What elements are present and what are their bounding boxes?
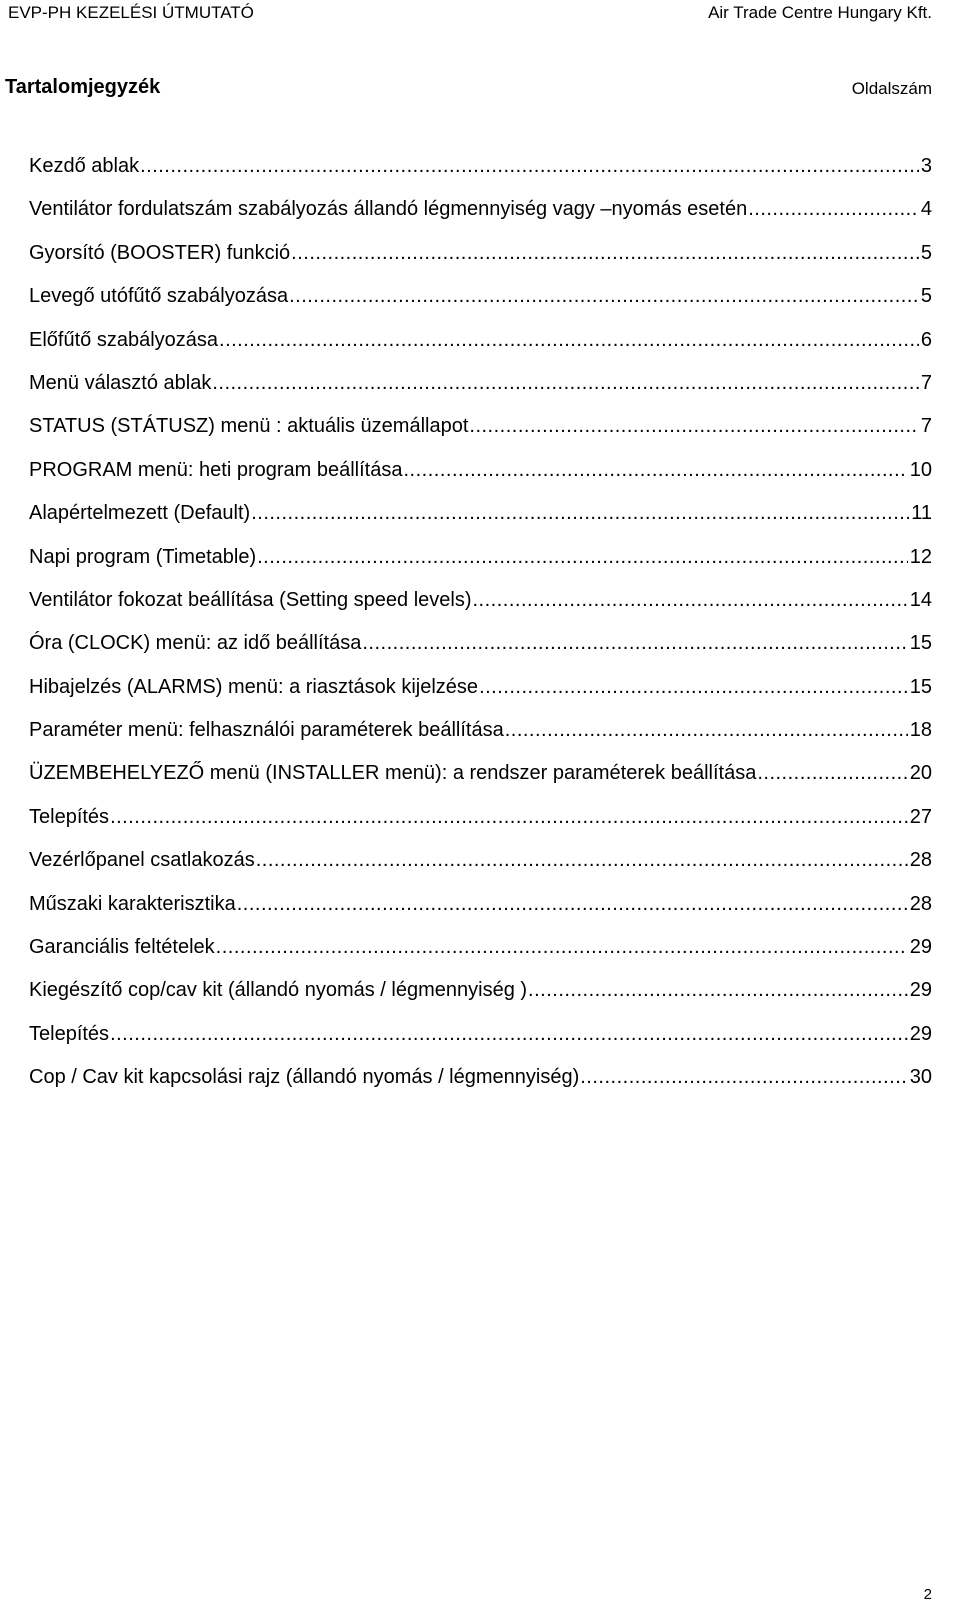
toc-dot-leader <box>528 969 908 1012</box>
toc-entry-page: 14 <box>909 588 932 611</box>
page-column-label: Oldalszám <box>851 79 932 98</box>
toc-entry-page: 29 <box>909 936 932 959</box>
toc-entry[interactable] <box>29 579 932 622</box>
toc-entry[interactable] <box>29 536 932 579</box>
toc-entry-title: Alapértelmezett (Default) <box>29 502 251 525</box>
toc-entry-page: 29 <box>909 979 932 1002</box>
toc-entry-page: 6 <box>920 328 932 351</box>
toc-entry[interactable] <box>29 709 932 752</box>
toc-entry-title: ÜZEMBEHELYEZŐ menü (INSTALLER menü): a rendszer paraméterek beállítása <box>29 762 757 785</box>
toc-entry-title: Napi program (Timetable) <box>29 545 257 568</box>
company-name: Air Trade Centre Hungary Kft. <box>708 3 932 22</box>
toc-entry-page: 12 <box>909 545 932 568</box>
toc-entry-title: Hibajelzés (ALARMS) menü: a riasztások kijelzése <box>29 675 479 698</box>
toc-entry-title: Vezérlőpanel csatlakozás <box>29 849 255 872</box>
toc-dot-leader <box>505 709 908 752</box>
toc-entry-page: 7 <box>920 415 932 438</box>
toc-entry[interactable] <box>29 839 932 882</box>
toc-entry[interactable] <box>29 145 932 188</box>
toc-entry-title: Levegő utófűtő szabályozása <box>29 285 289 308</box>
toc-dot-leader <box>580 1056 908 1099</box>
toc-entry-title: Telepítés <box>29 1022 110 1045</box>
toc-entry-page: 3 <box>920 155 932 177</box>
toc-entry[interactable] <box>29 752 932 795</box>
toc-entry[interactable] <box>29 275 932 318</box>
toc-entry[interactable] <box>29 969 932 1012</box>
toc-entry-title: Paraméter menü: felhasználói paraméterek beállítása <box>29 719 504 742</box>
toc-dot-leader <box>256 839 908 882</box>
toc-entry-page: 28 <box>909 849 932 872</box>
toc-entry-title: Cop / Cav kit kapcsolási rajz (állandó nyomás / légmennyiség) <box>29 1066 580 1089</box>
toc-entry-page: 28 <box>909 892 932 915</box>
toc-dot-leader <box>110 796 908 839</box>
page-number: 2 <box>923 1586 932 1603</box>
toc-entry-page: 4 <box>920 198 932 221</box>
toc-heading: Tartalomjegyzék <box>5 76 161 98</box>
toc-entry-title: Menü választó ablak <box>29 371 212 394</box>
toc-dot-leader <box>140 145 919 188</box>
toc-entry-page: 7 <box>920 371 932 394</box>
toc-entry[interactable] <box>29 319 932 362</box>
toc-entry-title: Garanciális feltételek <box>29 936 215 959</box>
toc-entry-page: 27 <box>909 805 932 828</box>
toc-entry[interactable] <box>29 232 932 275</box>
toc-entry[interactable] <box>29 362 932 405</box>
toc-dot-leader <box>212 362 919 405</box>
toc-dot-leader <box>289 275 919 318</box>
toc-entry[interactable] <box>29 796 932 839</box>
toc-entry[interactable] <box>29 622 932 665</box>
toc-dot-leader <box>404 449 908 492</box>
toc-entry-title: Előfűtő szabályozása <box>29 328 219 351</box>
toc-entry-page: 18 <box>909 719 932 742</box>
toc-dot-leader <box>257 536 908 579</box>
toc-entry[interactable] <box>29 1013 932 1056</box>
table-of-contents <box>29 145 932 1100</box>
toc-entry-page: 15 <box>909 675 932 698</box>
toc-entry-title: Kiegészítő cop/cav kit (állandó nyomás / légmennyiség ) <box>29 979 528 1002</box>
toc-dot-leader <box>362 622 907 665</box>
toc-entry[interactable] <box>29 449 932 492</box>
toc-dot-leader <box>757 752 907 795</box>
toc-entry-page: 15 <box>909 632 932 655</box>
toc-dot-leader <box>469 405 918 448</box>
toc-entry[interactable] <box>29 405 932 448</box>
document-title: EVP-PH KEZELÉSI ÚTMUTATÓ <box>8 3 254 22</box>
toc-dot-leader <box>251 492 909 535</box>
toc-entry-title: PROGRAM menü: heti program beállítása <box>29 458 403 481</box>
toc-dot-leader <box>219 319 919 362</box>
toc-dot-leader <box>291 232 919 275</box>
toc-entry-page: 29 <box>909 1022 932 1045</box>
toc-entry-page: 10 <box>909 458 932 481</box>
toc-entry-page: 5 <box>920 241 932 264</box>
toc-dot-leader <box>479 666 908 709</box>
toc-entry-title: Műszaki karakterisztika <box>29 892 236 915</box>
toc-dot-leader <box>237 883 908 926</box>
toc-entry-title: Ventilátor fokozat beállítása (Setting speed levels) <box>29 588 472 611</box>
toc-entry[interactable] <box>29 188 932 231</box>
toc-entry-title: Ventilátor fordulatszám szabályozás állandó légmennyiség vagy –nyomás esetén <box>29 198 748 221</box>
toc-entry-page: 5 <box>920 285 932 308</box>
toc-entry-page: 20 <box>909 762 932 785</box>
toc-dot-leader <box>110 1013 908 1056</box>
toc-entry[interactable] <box>29 883 932 926</box>
toc-entry[interactable] <box>29 1056 932 1099</box>
toc-entry-title: Gyorsító (BOOSTER) funkció <box>29 241 291 264</box>
toc-entry-title: STATUS (STÁTUSZ) menü : aktuális üzemállapot <box>29 415 469 438</box>
toc-dot-leader <box>748 188 919 231</box>
toc-entry[interactable] <box>29 926 932 969</box>
toc-entry[interactable] <box>29 666 932 709</box>
toc-entry-title: Óra (CLOCK) menü: az idő beállítása <box>29 632 362 655</box>
toc-dot-leader <box>216 926 908 969</box>
toc-entry-title: Telepítés <box>29 805 110 828</box>
toc-entry-page: 30 <box>909 1066 932 1089</box>
toc-entry[interactable] <box>29 492 932 535</box>
toc-entry-page: 11 <box>911 502 932 525</box>
toc-entry-title: Kezdő ablak <box>29 155 140 177</box>
page-header <box>8 0 932 26</box>
toc-dot-leader <box>472 579 907 622</box>
